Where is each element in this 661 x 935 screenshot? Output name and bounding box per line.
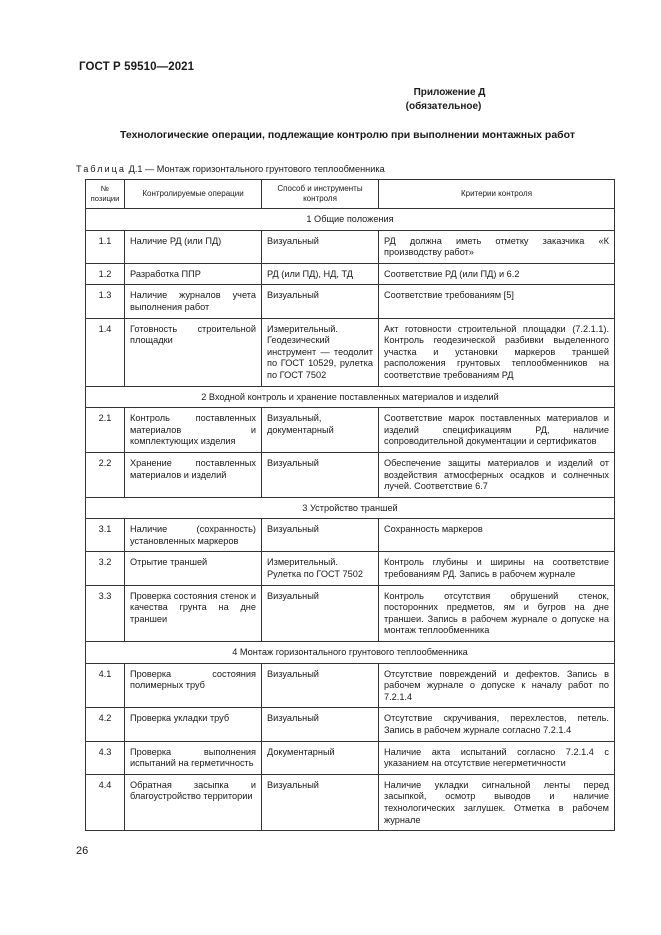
appendix-status: (обязательное) (405, 101, 482, 112)
cell-criteria: Наличие укладки сигнальной ленты перед засыпкой, осмотр выводов и наличие технологических заглушек. Отметка в рабочем журнале (379, 774, 615, 830)
section-title: 3 Устройство траншей (86, 497, 615, 519)
cell-operation: Проверка укладки труб (125, 708, 262, 741)
cell-operation: Проверка состояния стенок и качества грунта на дне траншеи (125, 585, 262, 641)
cell-operation: Хранение поставленных материалов и изделий (125, 452, 262, 497)
cell-criteria: Отсутствие скручивания, перехлестов, петель. Запись в рабочем журнале согласно 7.2.1.4 (379, 708, 615, 741)
section-row (86, 386, 615, 408)
table-row (86, 663, 615, 708)
cell-method: Визуальный (262, 519, 379, 552)
table-row (86, 285, 615, 318)
cell-criteria: Соответствие марок поставленных материалов и изделий спецификациям РД, наличие сопроводительной документации и сертификатов (379, 408, 615, 453)
table-row (86, 230, 615, 263)
cell-criteria: Сохранность маркеров (379, 519, 615, 552)
table-row (86, 318, 615, 386)
cell-position: 4.3 (86, 741, 125, 774)
cell-method: Визуальный, документарный (262, 408, 379, 453)
cell-operation: Обратная засыпка и благоустройство территории (125, 774, 262, 830)
cell-operation: Контроль поставленных материалов и комплектующих изделия (125, 408, 262, 453)
cell-operation: Наличие (сохранность) установленных маркеров (125, 519, 262, 552)
table-caption-text: Д.1 — Монтаж горизонтального грунтового теплообменника (128, 164, 385, 174)
cell-method: Измерительный. Рулетка по ГОСТ 7502 (262, 552, 379, 585)
header-method: Способ и инструменты контроля (262, 180, 379, 209)
table-row (86, 708, 615, 741)
table-caption-label: Таблица (76, 164, 127, 174)
cell-method: Визуальный (262, 452, 379, 497)
cell-position: 4.4 (86, 774, 125, 830)
cell-operation: Наличие журналов учета выполнения работ (125, 285, 262, 318)
cell-position: 1.2 (86, 263, 125, 285)
section-title: 1 Общие положения (86, 209, 615, 231)
cell-operation: Проверка состояния полимерных труб (125, 663, 262, 708)
cell-position: 4.2 (86, 708, 125, 741)
section-row (86, 209, 615, 231)
section-row (86, 642, 615, 664)
cell-criteria: Контроль глубины и ширины на соответствие требованиям РД. Запись в рабочем журнале (379, 552, 615, 585)
cell-method: Визуальный (262, 585, 379, 641)
cell-criteria: Контроль отсутствия обрушений стенок, посторонних предметов, ям и бугров на дне траншеи. Запись в рабочем журнале о допуске на монтаж теплообменника (379, 585, 615, 641)
table-row (86, 741, 615, 774)
cell-position: 3.1 (86, 519, 125, 552)
control-table (85, 179, 615, 831)
cell-position: 1.4 (86, 318, 125, 386)
section-title: 2 Входной контроль и хранение поставленных материалов и изделий (86, 386, 615, 408)
section-title: 4 Монтаж горизонтального грунтового теплообменника (86, 642, 615, 664)
header-operations: Контролируемые операции (125, 180, 262, 209)
cell-criteria: Наличие акта испытаний согласно 7.2.1.4 с указанием на отсутствие негерметичности (379, 741, 615, 774)
table-row (86, 263, 615, 285)
header-criteria: Критерии контроля (379, 180, 615, 209)
cell-operation: Проверка выполнения испытаний на герметичность (125, 741, 262, 774)
cell-method: РД (или ПД), НД, ТД (262, 263, 379, 285)
cell-method: Измерительный. Геодезический инструмент — теодолит по ГОСТ 10529, рулетка по ГОСТ 7502 (262, 318, 379, 386)
cell-criteria: Обеспечение защиты материалов и изделий от воздействия атмосферных осадков и солнечных лучей. Соответствие 6.7 (379, 452, 615, 497)
cell-method: Визуальный (262, 774, 379, 830)
cell-operation: Готовность строительной площадки (125, 318, 262, 386)
table-header-row (86, 180, 615, 209)
standard-designation: ГОСТ Р 59510—2021 (79, 61, 195, 73)
page-number: 26 (76, 845, 89, 857)
table-row (86, 408, 615, 453)
cell-criteria: Соответствие требованиям [5] (379, 285, 615, 318)
table-row (86, 774, 615, 830)
table-row (86, 552, 615, 585)
table-caption (76, 164, 385, 174)
cell-position: 4.1 (86, 663, 125, 708)
cell-operation: Отрытие траншей (125, 552, 262, 585)
cell-operation: Наличие РД (или ПД) (125, 230, 262, 263)
cell-criteria: Акт готовности строительной площадки (7.2.1.1). Контроль геодезической разбивки выделенного участка и установки маркеров траншей расположения грунтовых теплообменников на соответствие требованиям РД (379, 318, 615, 386)
header-position: № позиции (86, 180, 125, 209)
table-body (86, 209, 615, 831)
cell-method: Документарный (262, 741, 379, 774)
table-row (86, 452, 615, 497)
cell-position: 2.2 (86, 452, 125, 497)
cell-position: 3.2 (86, 552, 125, 585)
table-row (86, 585, 615, 641)
cell-criteria: РД должна иметь отметку заказчика «К производству работ» (379, 230, 615, 263)
cell-method: Визуальный (262, 285, 379, 318)
table-row (86, 519, 615, 552)
appendix-title-block (0, 86, 661, 114)
cell-method: Визуальный (262, 708, 379, 741)
cell-method: Визуальный (262, 230, 379, 263)
cell-position: 1.3 (86, 285, 125, 318)
cell-criteria: Отсутствие повреждений и дефектов. Запись в рабочем журнале о допуске к началу работ по 7.2.1.4 (379, 663, 615, 708)
appendix-heading: Технологические операции, подлежащие контролю при выполнении монтажных работ (120, 129, 575, 141)
cell-position: 1.1 (86, 230, 125, 263)
appendix-title: Приложение Д (413, 87, 486, 98)
cell-method: Визуальный (262, 663, 379, 708)
cell-position: 2.1 (86, 408, 125, 453)
cell-position: 3.3 (86, 585, 125, 641)
cell-criteria: Соответствие РД (или ПД) и 6.2 (379, 263, 615, 285)
section-row (86, 497, 615, 519)
cell-operation: Разработка ППР (125, 263, 262, 285)
